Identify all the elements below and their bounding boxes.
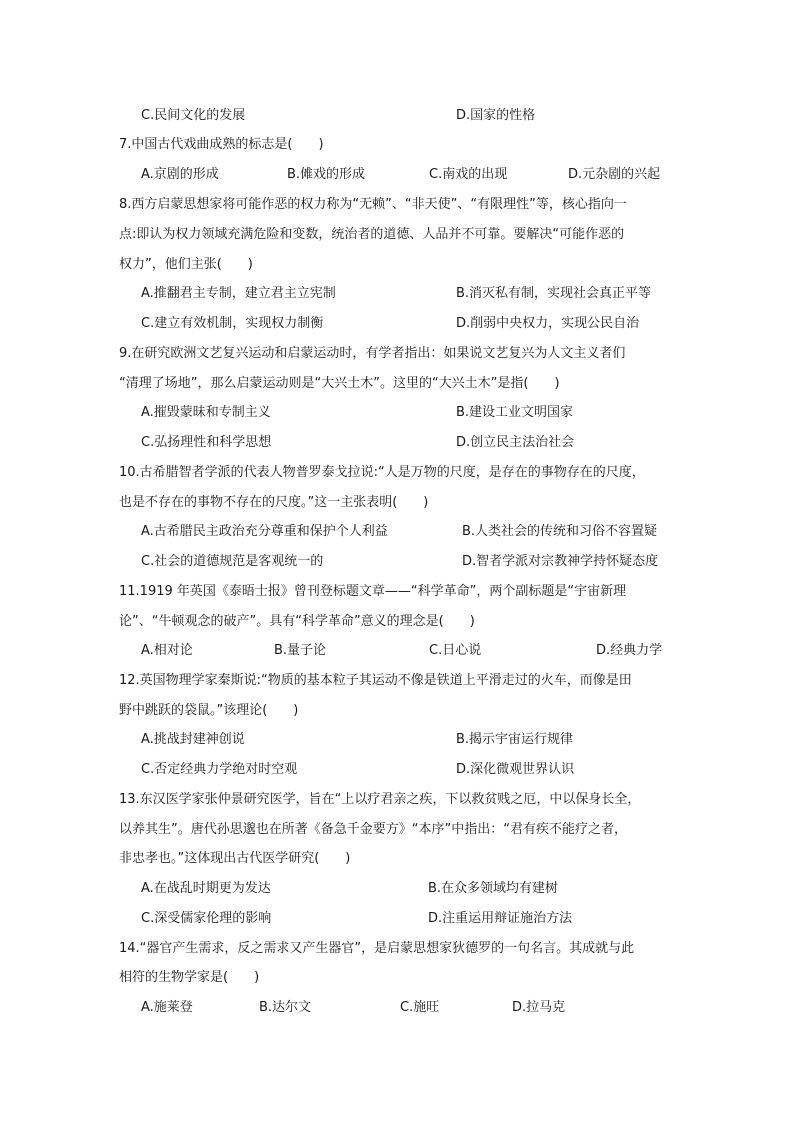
question-12-stem-line-1: 12.英国物理学家秦斯说:“物质的基本粒子其运动不像是铁道上平滑走过的火车，而像是田 — [119, 673, 632, 688]
option-a: A.推翻君主专制，建立君主立宪制 — [141, 286, 336, 301]
option-d: D.元杂剧的兴起 — [568, 167, 661, 182]
option-c: C.否定经典力学绝对时空观 — [141, 762, 298, 777]
question-7-stem: 7.中国古代戏曲成熟的标志是( ) — [119, 137, 324, 152]
option-a: A.施莱登 — [141, 1000, 193, 1015]
option-d: D.注重运用辩证施治方法 — [428, 911, 573, 926]
question-8-stem-line-1: 8.西方启蒙思想家将可能作恶的权力称为“无赖”、“非天使”、“有限理性”等，核心指向一 — [119, 197, 627, 212]
question-11-options — [0, 641, 794, 661]
option-c: C.建立有效机制，实现权力制衡 — [141, 316, 324, 331]
question-13-stem-line-1: 13.东汉医学家张仲景研究医学，旨在“上以疗君亲之疾，下以救贫贱之厄，中以保身长全， — [119, 792, 641, 807]
option-c: C.社会的道德规范是客观统一的 — [141, 554, 324, 569]
question-8-stem-line-3: 权力”，他们主张( ) — [119, 257, 253, 272]
question-13-stem-line-2: 以养其生”。唐代孙思邈也在所著《备急千金要方》“本序”中指出：“君有疾不能疗之者， — [119, 822, 627, 837]
option-a: A.在战乱时期更为发达 — [141, 881, 271, 896]
option-d: D.深化微观世界认识 — [456, 762, 575, 777]
option-b: B.揭示宇宙运行规律 — [456, 732, 574, 747]
option-b: B.消灭私有制，实现社会真正平等 — [456, 286, 652, 301]
question-11-stem-line-2: 论”、“牛顿观念的破产”。具有“科学革命”意义的理念是( ) — [119, 614, 475, 629]
question-13-options-row-2 — [0, 909, 794, 929]
option-c: C.弘扬理性和科学思想 — [141, 435, 272, 450]
option-b: B.量子论 — [274, 643, 327, 658]
option-b: B.在众多领域均有建树 — [428, 881, 559, 896]
question-8-options-row-1 — [0, 284, 794, 304]
option-c: C.深受儒家伦理的影响 — [141, 911, 272, 926]
option-b: B.人类社会的传统和习俗不容置疑 — [462, 524, 658, 539]
question-10-stem-line-1: 10.古希腊智者学派的代表人物普罗泰戈拉说:“人是万物的尺度，是存在的事物存在的尺度， — [119, 465, 645, 480]
question-13-options-row-1 — [0, 879, 794, 899]
option-d: D.智者学派对宗教神学持怀疑态度 — [462, 554, 659, 569]
question-7-options — [0, 165, 794, 185]
question-9-stem-line-2: “清理了场地”，那么启蒙运动则是“大兴土木”。这里的“大兴土木”是指( ) — [119, 376, 560, 391]
question-12-stem-line-2: 野中跳跃的袋鼠。”该理论( ) — [119, 703, 299, 718]
option-b: B.建设工业文明国家 — [456, 405, 574, 420]
question-9-stem-line-1: 9.在研究欧洲文艺复兴运动和启蒙运动时，有学者指出：如果说文艺复兴为人文主义者们 — [119, 346, 626, 361]
prev-question-options — [0, 106, 794, 126]
question-12-options-row-2 — [0, 760, 794, 780]
question-11-stem-line-1: 11.1919 年英国《泰晤士报》曾刊登标题文章——“科学革命”，两个副标题是“宇宙新理 — [119, 584, 627, 599]
option-a: A.相对论 — [141, 643, 193, 658]
option-d: D.国家的性格 — [456, 108, 536, 123]
question-13-stem-line-3: 非忠孝也。”这体现出古代医学研究( ) — [119, 851, 351, 866]
option-c: C.南戏的出现 — [429, 167, 508, 182]
option-d: D.创立民主法治社会 — [456, 435, 575, 450]
question-12-options-row-1 — [0, 730, 794, 750]
question-10-options-row-1 — [0, 522, 794, 542]
question-14-stem-line-2: 相符的生物学家是( ) — [119, 970, 260, 985]
option-a: A.古希腊民主政治充分尊重和保护个人利益 — [141, 524, 388, 539]
option-c: C.民间文化的发展 — [141, 108, 246, 123]
option-a: A.摧毁蒙昧和专制主义 — [141, 405, 271, 420]
question-9-options-row-1 — [0, 403, 794, 423]
question-10-stem-line-2: 也是不存在的事物不存在的尺度。”这一主张表明( ) — [119, 495, 429, 510]
option-d: D.经典力学 — [596, 643, 663, 658]
option-d: D.拉马克 — [512, 1000, 566, 1015]
question-9-options-row-2 — [0, 433, 794, 453]
question-10-options-row-2 — [0, 552, 794, 572]
option-c: C.日心说 — [429, 643, 482, 658]
option-b: B.达尔文 — [259, 1000, 312, 1015]
option-d: D.削弱中央权力，实现公民自治 — [456, 316, 640, 331]
question-14-stem-line-1: 14.“器官产生需求，反之需求又产生器官”，是启蒙思想家狄德罗的一句名言。其成就与此 — [119, 941, 635, 956]
option-a: A.挑战封建神创说 — [141, 732, 245, 747]
option-c: C.施旺 — [400, 1000, 440, 1015]
question-8-options-row-2 — [0, 314, 794, 334]
option-b: B.傩戏的形成 — [287, 167, 366, 182]
option-a: A.京剧的形成 — [141, 167, 219, 182]
question-14-options — [0, 998, 794, 1018]
question-8-stem-line-2: 点:即认为权力领域充满危险和变数，统治者的道德、人品并不可靠。要解决“可能作恶的 — [119, 227, 625, 242]
